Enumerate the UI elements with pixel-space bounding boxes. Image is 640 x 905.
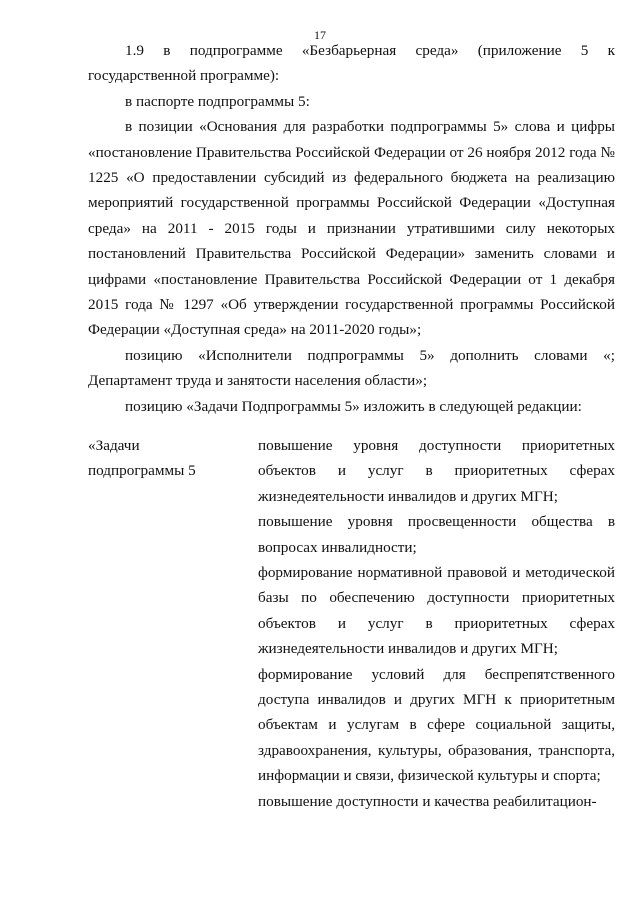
paragraph-subprogram-intro: 1.9 в подпрограмме «Безбарьерная среда» (приложение 5 к государственной программе): <box>88 42 615 85</box>
task-item: формирование условий для беспрепятственного доступа инвалидов и других МГН к приоритетным объектам и услугам в сфере социальной защиты, здравоохранения, культуры, образования, транспорта, информации и связи, физической культуры и спорта; <box>258 665 615 785</box>
tasks-label-line: подпрограммы 5 <box>88 462 196 480</box>
body-text <box>88 38 615 419</box>
page-number: 17 <box>314 28 326 42</box>
tasks-label <box>88 433 258 814</box>
paragraph-grounds: в позиции «Основания для разработки подпрограммы 5» слова и цифры «постановление Правительства Российской Федерации от 26 ноября 2012 года № 1225 «О предоставлении субсидий из федерального бюджета на реализацию мероприятий государственной программы Российской Федерации «Доступная среда» на 2011 - 2015 годы и признании утратившими силу некоторых постановлений Правительства Российской Федерации» заменить словами и цифрами «постановление Правительства Российской Федерации от 1 декабря 2015 года № 1297 «Об утверждении государственной программы Российской Федерации «Доступная среда» на 2011-2020 годы»; <box>88 118 615 339</box>
paragraph-tasks-intro: позицию «Задачи Подпрограммы 5» изложить в следующей редакции: <box>125 397 582 415</box>
task-item: повышение доступности и качества реабилитацион- <box>258 792 597 810</box>
task-item: формирование нормативной правовой и методической базы по обеспечению доступности приоритетных объектов и услуг в приоритетных сферах жизнедеятельности инвалидов и других МГН; <box>258 564 615 658</box>
tasks-list <box>258 433 615 814</box>
paragraph-passport: в паспорте подпрограммы 5: <box>125 92 310 110</box>
tasks-label-line: «Задачи <box>88 437 140 454</box>
task-item: повышение уровня доступности приоритетных объектов и услуг в приоритетных сферах жизнедеятельности инвалидов и других МГН; <box>258 437 615 505</box>
task-item: повышение уровня просвещенности общества в вопросах инвалидности; <box>258 513 615 556</box>
tasks-table <box>88 433 615 814</box>
paragraph-executors: позицию «Исполнители подпрограммы 5» дополнить словами «; Департамент труда и занятости населения области»; <box>88 346 615 390</box>
